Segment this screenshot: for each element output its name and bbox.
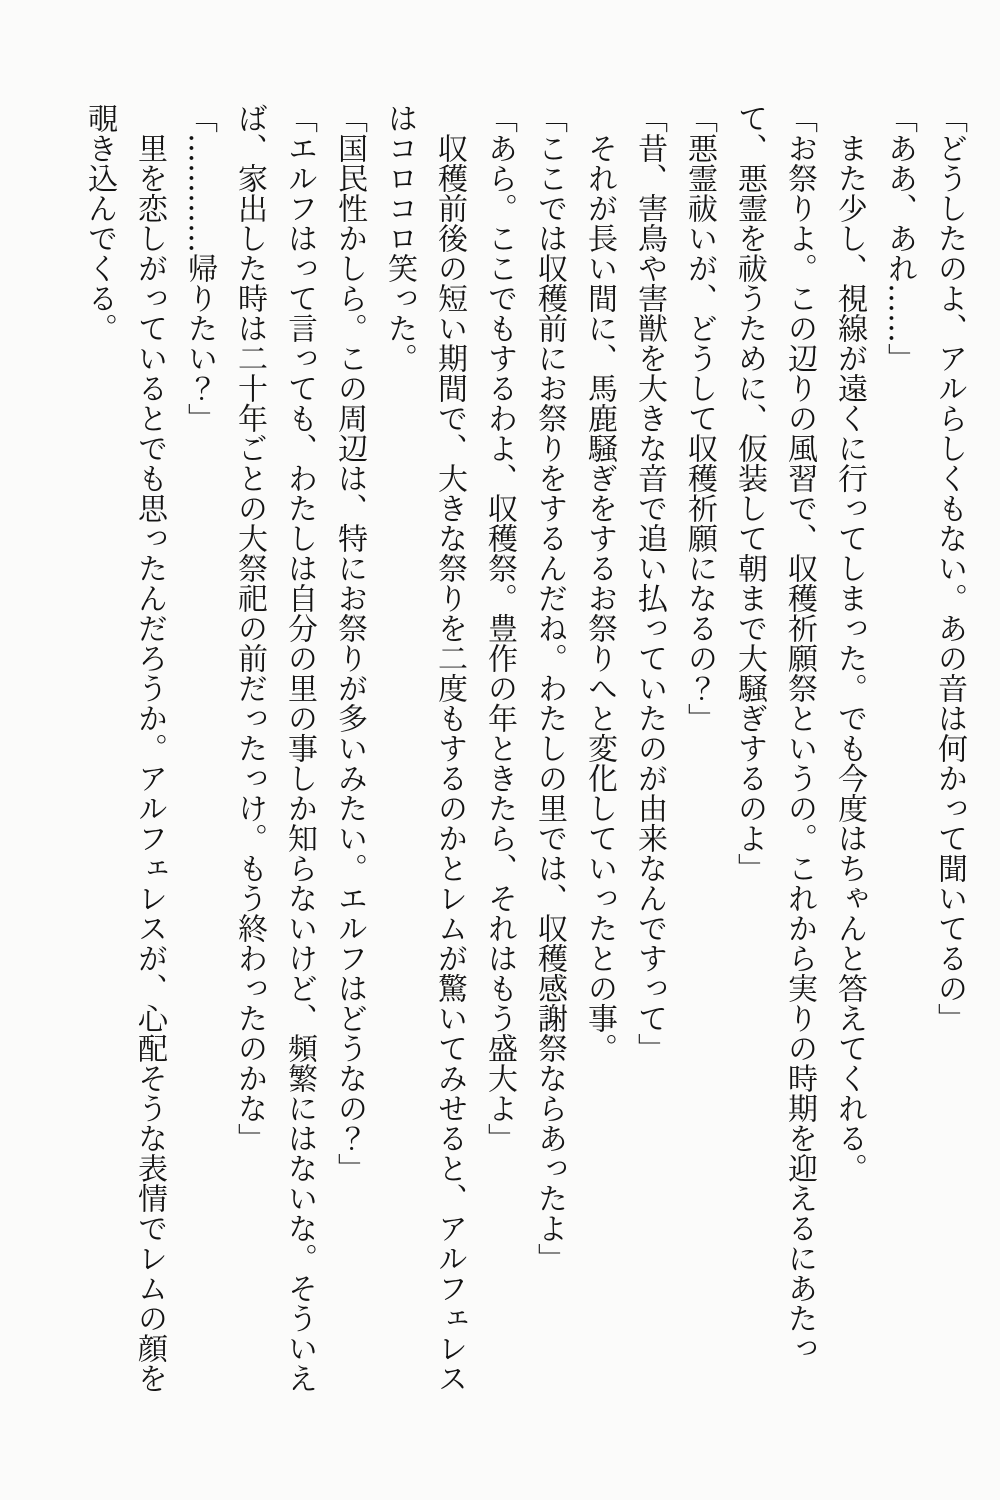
paragraph: 「あら。ここでもするわよ、収穫祭。豊作の年ときたら、それはもう盛大よ」 bbox=[482, 103, 517, 1153]
paragraph: 「…………帰りたい？」 bbox=[182, 103, 217, 433]
paragraph: 「国民性かしら。この周辺は、特にお祭りが多いみたい。エルフはどうなの？」 bbox=[332, 103, 367, 1183]
paragraph: 「悪霊祓いが、どうして収穫祈願になるの？」 bbox=[682, 103, 717, 733]
paragraph: 「昔、害鳥や害獣を大きな音で追い払っていたのが由来なんですって」 bbox=[632, 103, 667, 1063]
paragraph: 「ここでは収穫前にお祭りをするんだね。わたしの里では、収穫感謝祭ならあったよ」 bbox=[532, 103, 567, 1273]
paragraph: それが長い間に、馬鹿騒ぎをするお祭りへと変化していったとの事。 bbox=[582, 133, 617, 1063]
paragraph: 「お祭りよ。この辺りの風習で、収穫祈願祭というの。これから実りの時期を迎えるにあたって、悪霊を祓うために、仮装して朝まで大騒ぎするのよ」 bbox=[732, 103, 817, 1363]
vertical-text-block bbox=[26, 103, 974, 1396]
paragraph: 「どうしたのよ、アルらしくもない。あの音は何かって聞いてるの」 bbox=[932, 103, 967, 1033]
paragraph: 「エルフはって言っても、わたしは自分の里の事しか知らないけど、頻繁にはないな。そういえば、家出した時は二十年ごとの大祭祀の前だったっけ。もう終わったのかな」 bbox=[232, 103, 317, 1393]
paragraph: 里を恋しがっているとでも思ったんだろうか。アルフェレスが、心配そうな表情でレムの顔を覗き込んでくる。 bbox=[82, 103, 167, 1393]
paragraph: 「ああ、あれ……」 bbox=[882, 103, 917, 373]
paragraph: また少し、視線が遠くに行ってしまった。でも今度はちゃんと答えてくれる。 bbox=[832, 133, 867, 1183]
paragraph: 収穫前後の短い期間で、大きな祭りを二度もするのかとレムが驚いてみせると、アルフェレスはコロコロ笑った。 bbox=[382, 103, 467, 1393]
